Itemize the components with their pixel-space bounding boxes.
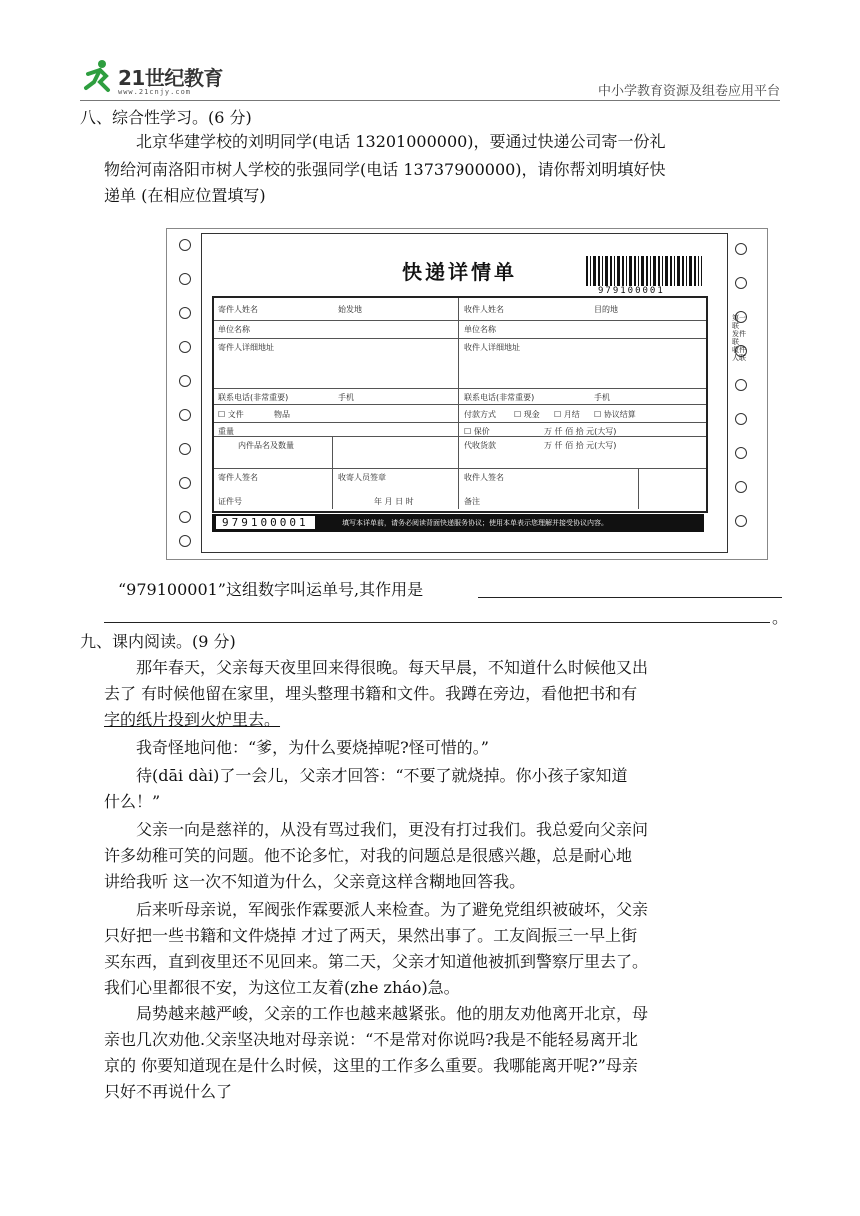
punch-hole-icon [179, 341, 191, 353]
punch-hole-icon [179, 535, 191, 547]
punch-hole-icon [179, 409, 191, 421]
passage-line: 什么！” [104, 792, 161, 811]
section8-line: 物给河南洛阳市树人学校的张强同学(电话 13737900000)，请你帮刘明填好快 [104, 160, 666, 179]
goods-label: 物品 [274, 410, 290, 419]
sender-unit-label: 单位名称 [218, 325, 250, 334]
passage-line: 只好不再说什么了 [104, 1082, 233, 1101]
weight-label: 重量 [218, 427, 234, 436]
sender-address-label: 寄件人详细地址 [218, 343, 274, 352]
punch-hole-icon [735, 481, 747, 493]
express-delivery-form [166, 228, 768, 560]
punch-hole-icon [179, 443, 191, 455]
form-footer-note: 填写本详单前，请务必阅读背面快递服务协议；使用本单表示您理解并接受协议内容。 [342, 519, 608, 527]
logo-url: www.21cnjy.com [118, 88, 192, 96]
sender-phone-label: 联系电话(非常重要) [218, 393, 289, 402]
punch-hole-icon [735, 515, 747, 527]
passage-line: 亲也几次劝他.父亲坚决地对母亲说：“不是常对你说吗?我是不能轻易离开北 [104, 1030, 638, 1049]
receiver-unit-label: 单位名称 [464, 325, 496, 334]
passage-line: 只好把一些书籍和文件烧掉 才过了两天，果然出事了。工友阎振三一早上街 [104, 926, 638, 945]
passage-line: 局势越来越严峻，父亲的工作也越来越紧张。他的朋友劝他离开北京，母 [136, 1004, 649, 1023]
date-label: 年 月 日 时 [374, 497, 414, 506]
end-mark: 。 [772, 608, 789, 627]
section8-title: 八、综合性学习。(6 分) [80, 108, 252, 127]
amount-label: 万 仟 佰 拾 元(大写) [544, 427, 617, 436]
remark-label: 备注 [464, 497, 480, 506]
receiver-sign-label: 收件人签名 [464, 473, 504, 482]
payment-label: 付款方式 [464, 410, 496, 419]
punch-hole-icon [735, 447, 747, 459]
passage-line: 父亲一向是慈祥的，从没有骂过我们，更没有打过我们。我总爱向父亲问 [136, 820, 649, 839]
form-title: 快递详情单 [402, 260, 517, 284]
barcode-number: 979100001 [598, 286, 665, 296]
header-divider [80, 100, 780, 101]
passage-line: 买东西，直到夜里还不见回来。第二天，父亲才知道他被抓到警察厅里去了。 [104, 952, 649, 971]
punch-hole-icon [735, 379, 747, 391]
sender-sign-label: 寄件人签名 [218, 473, 258, 482]
section8-line: 递单 (在相应位置填写) [104, 186, 266, 205]
punch-hole-icon [179, 273, 191, 285]
insured-checkbox[interactable]: ☐ 保价 [464, 427, 490, 436]
runner-logo-icon [80, 58, 116, 94]
passage-line: 后来听母亲说，军阀张作霖要派人来检查。为了避免党组织被破坏，父亲 [136, 900, 649, 919]
form-body [201, 233, 746, 553]
section8-line: 北京华建学校的刘明同学(电话 13201000000)，要通过快递公司寄一份礼 [136, 132, 666, 151]
passage-line: 那年春天，父亲每天夜里回来得很晚。每天早晨，不知道什么时候他又出 [136, 658, 649, 677]
origin-label: 始发地 [338, 305, 362, 314]
logo-text: 21世纪教育 [118, 65, 223, 90]
punch-hole-icon [735, 277, 747, 289]
answer-blank[interactable] [478, 597, 782, 598]
passage-line-underlined: 字的纸片投到火炉里去。 [104, 710, 281, 729]
cod-label: 代收货款 [464, 441, 496, 450]
punch-hole-icon [179, 511, 191, 523]
passage-line: 待(dāi dài)了一会儿，父亲才回答：“不要了就烧掉。你小孩子家知道 [136, 766, 628, 785]
punch-hole-icon [179, 239, 191, 251]
punch-hole-icon [735, 413, 747, 425]
cod-amount-label: 万 仟 佰 拾 元(大写) [544, 441, 617, 450]
courier-sign-label: 收寄人员签章 [338, 473, 386, 482]
copy-side-label: 第一联 发件联 收件人联 [732, 314, 746, 362]
passage-line: 许多幼稚可笑的问题。他不论多忙，对我的问题总是很感兴趣，总是耐心地 [104, 846, 633, 865]
waybill-number: 979100001 [216, 516, 315, 529]
cash-checkbox[interactable]: ☐ 现金 [514, 410, 540, 419]
form-grid [212, 296, 708, 513]
punch-hole-icon [179, 477, 191, 489]
sender-name-label: 寄件人姓名 [218, 305, 258, 314]
punch-hole-icon [735, 243, 747, 255]
passage-line: 我们心里都很不安，为这位工友着(zhe zháo)急。 [104, 978, 460, 997]
receiver-address-label: 收件人详细地址 [464, 343, 520, 352]
receiver-phone-label: 联系电话(非常重要) [464, 393, 535, 402]
passage-line: 去了 有时候他留在家里，埋头整理书籍和文件。我蹲在旁边，看他把书和有 [104, 684, 638, 703]
monthly-checkbox[interactable]: ☐ 月结 [554, 410, 580, 419]
receiver-name-label: 收件人姓名 [464, 305, 504, 314]
punch-hole-icon [179, 375, 191, 387]
punch-hole-icon [179, 307, 191, 319]
sender-mobile-label: 手机 [338, 393, 354, 402]
contents-label: 内件品名及数量 [238, 441, 294, 450]
page-header [80, 58, 780, 102]
id-number-label: 证件号 [218, 497, 242, 506]
agreement-checkbox[interactable]: ☐ 协议结算 [594, 410, 636, 419]
file-checkbox-label[interactable]: ☐ 文件 [218, 410, 244, 419]
passage-line: 讲给我听 这一次不知道为什么，父亲竟这样含糊地回答我。 [104, 872, 526, 891]
receiver-mobile-label: 手机 [594, 393, 610, 402]
section9-title: 九、课内阅读。(9 分) [80, 632, 236, 651]
waybill-question: “979100001”这组数字叫运单号,其作用是 [118, 580, 424, 599]
destination-label: 目的地 [594, 305, 618, 314]
answer-blank[interactable] [104, 622, 770, 623]
barcode-icon [586, 256, 702, 286]
passage-line: 我奇怪地问他：“爹，为什么要烧掉呢?怪可惜的。” [136, 738, 489, 757]
passage-line: 京的 你要知道现在是什么时候，这里的工作多么重要。我哪能离开呢?”母亲 [104, 1056, 638, 1075]
platform-label: 中小学教育资源及组卷应用平台 [597, 84, 780, 99]
